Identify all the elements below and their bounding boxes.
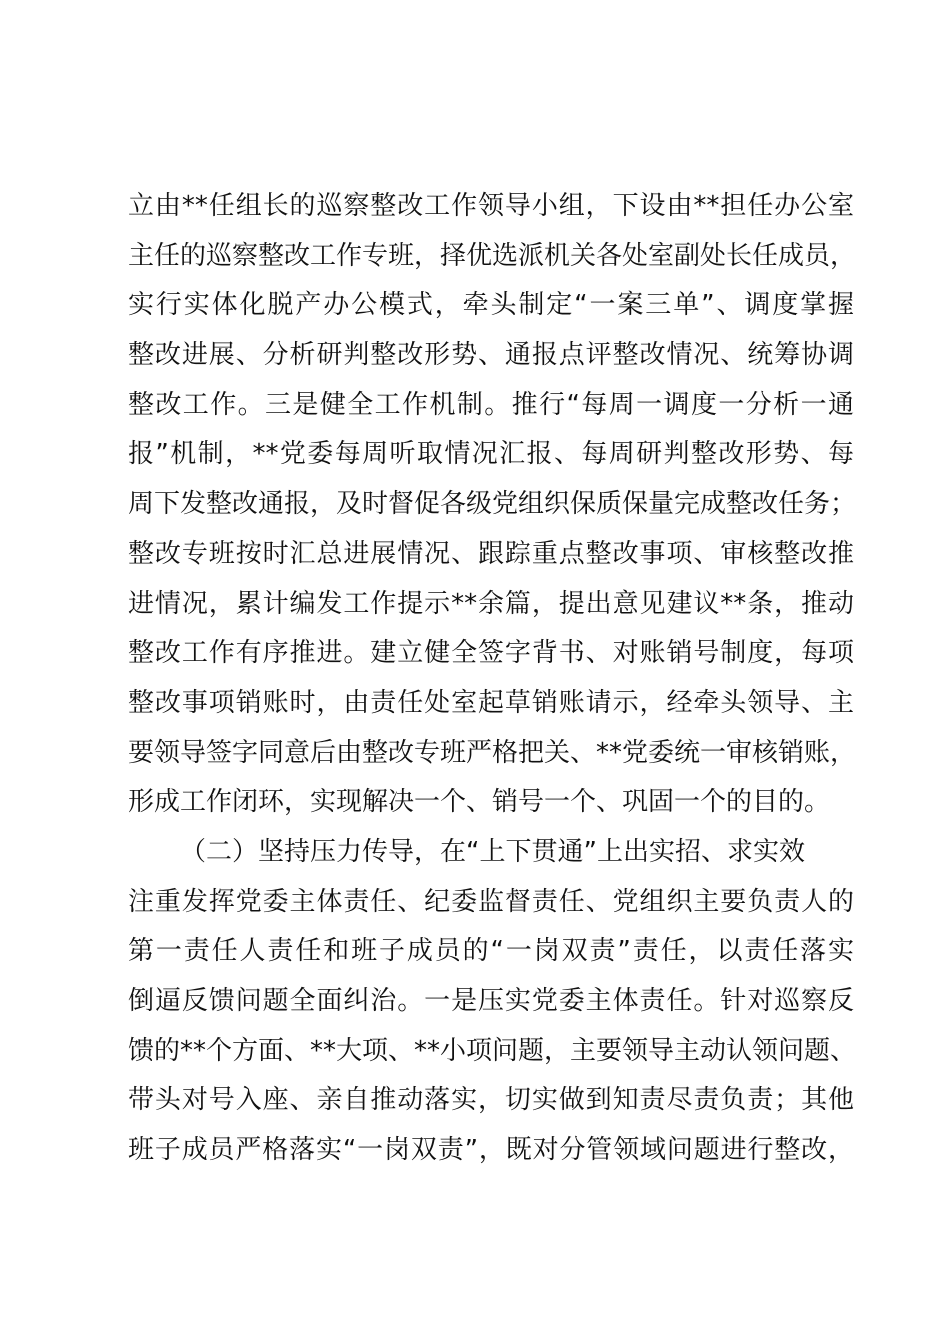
text-line: 要领导签字同意后由整改专班严格把关、**党委统一审核销账，	[128, 737, 857, 768]
text-line: 第一责任人责任和班子成员的“一岗双责”责任，以责任落实	[128, 936, 854, 967]
text-line: 进情况，累计编发工作提示**余篇，提出意见建议**条，推动	[128, 588, 854, 619]
text-line: 带头对号入座、亲自推动落实，切实做到知责尽责负责；其他	[128, 1085, 854, 1116]
text-line: 报”机制，**党委每周听取情况汇报、每周研判整改形势、每	[128, 439, 854, 470]
text-line: 主任的巡察整改工作专班，择优选派机关各处室副处长任成员，	[128, 240, 857, 271]
section-heading: （二）坚持压力传导，在“上下贯通”上出实招、求实效	[180, 836, 805, 867]
text-line: 整改工作。三是健全工作机制。推行“每周一调度一分析一通	[128, 389, 854, 420]
text-line: 整改专班按时汇总进展情况、跟踪重点整改事项、审核整改推	[128, 538, 854, 569]
text-line: 整改事项销账时，由责任处室起草销账请示，经牵头领导、主	[128, 687, 854, 718]
text-line: 馈的**个方面、**大项、**小项问题，主要领导主动认领问题、	[128, 1035, 857, 1066]
text-line: 注重发挥党委主体责任、纪委监督责任、党组织主要负责人的	[128, 886, 854, 917]
text-line: 周下发整改通报，及时督促各级党组织保质保量完成整改任务；	[128, 489, 857, 520]
text-line: 实行实体化脱产办公模式，牵头制定“一案三单”、调度掌握	[128, 290, 854, 321]
text-line: 班子成员严格落实“一岗双责”，既对分管领域问题进行整改，	[128, 1135, 854, 1166]
text-line: 立由**任组长的巡察整改工作领导小组，下设由**担任办公室	[128, 191, 854, 221]
text-line: 倒逼反馈问题全面纠治。一是压实党委主体责任。针对巡察反	[128, 986, 854, 1016]
body-text	[128, 182, 857, 1176]
text-line: 整改进展、分析研判整改形势、通报点评整改情况、统筹协调	[128, 340, 854, 371]
paragraph-end-line: 形成工作闭环，实现解决一个、销号一个、巩固一个的目的。	[128, 787, 831, 818]
text-line: 整改工作有序推进。建立健全签字背书、对账销号制度，每项	[128, 638, 854, 669]
